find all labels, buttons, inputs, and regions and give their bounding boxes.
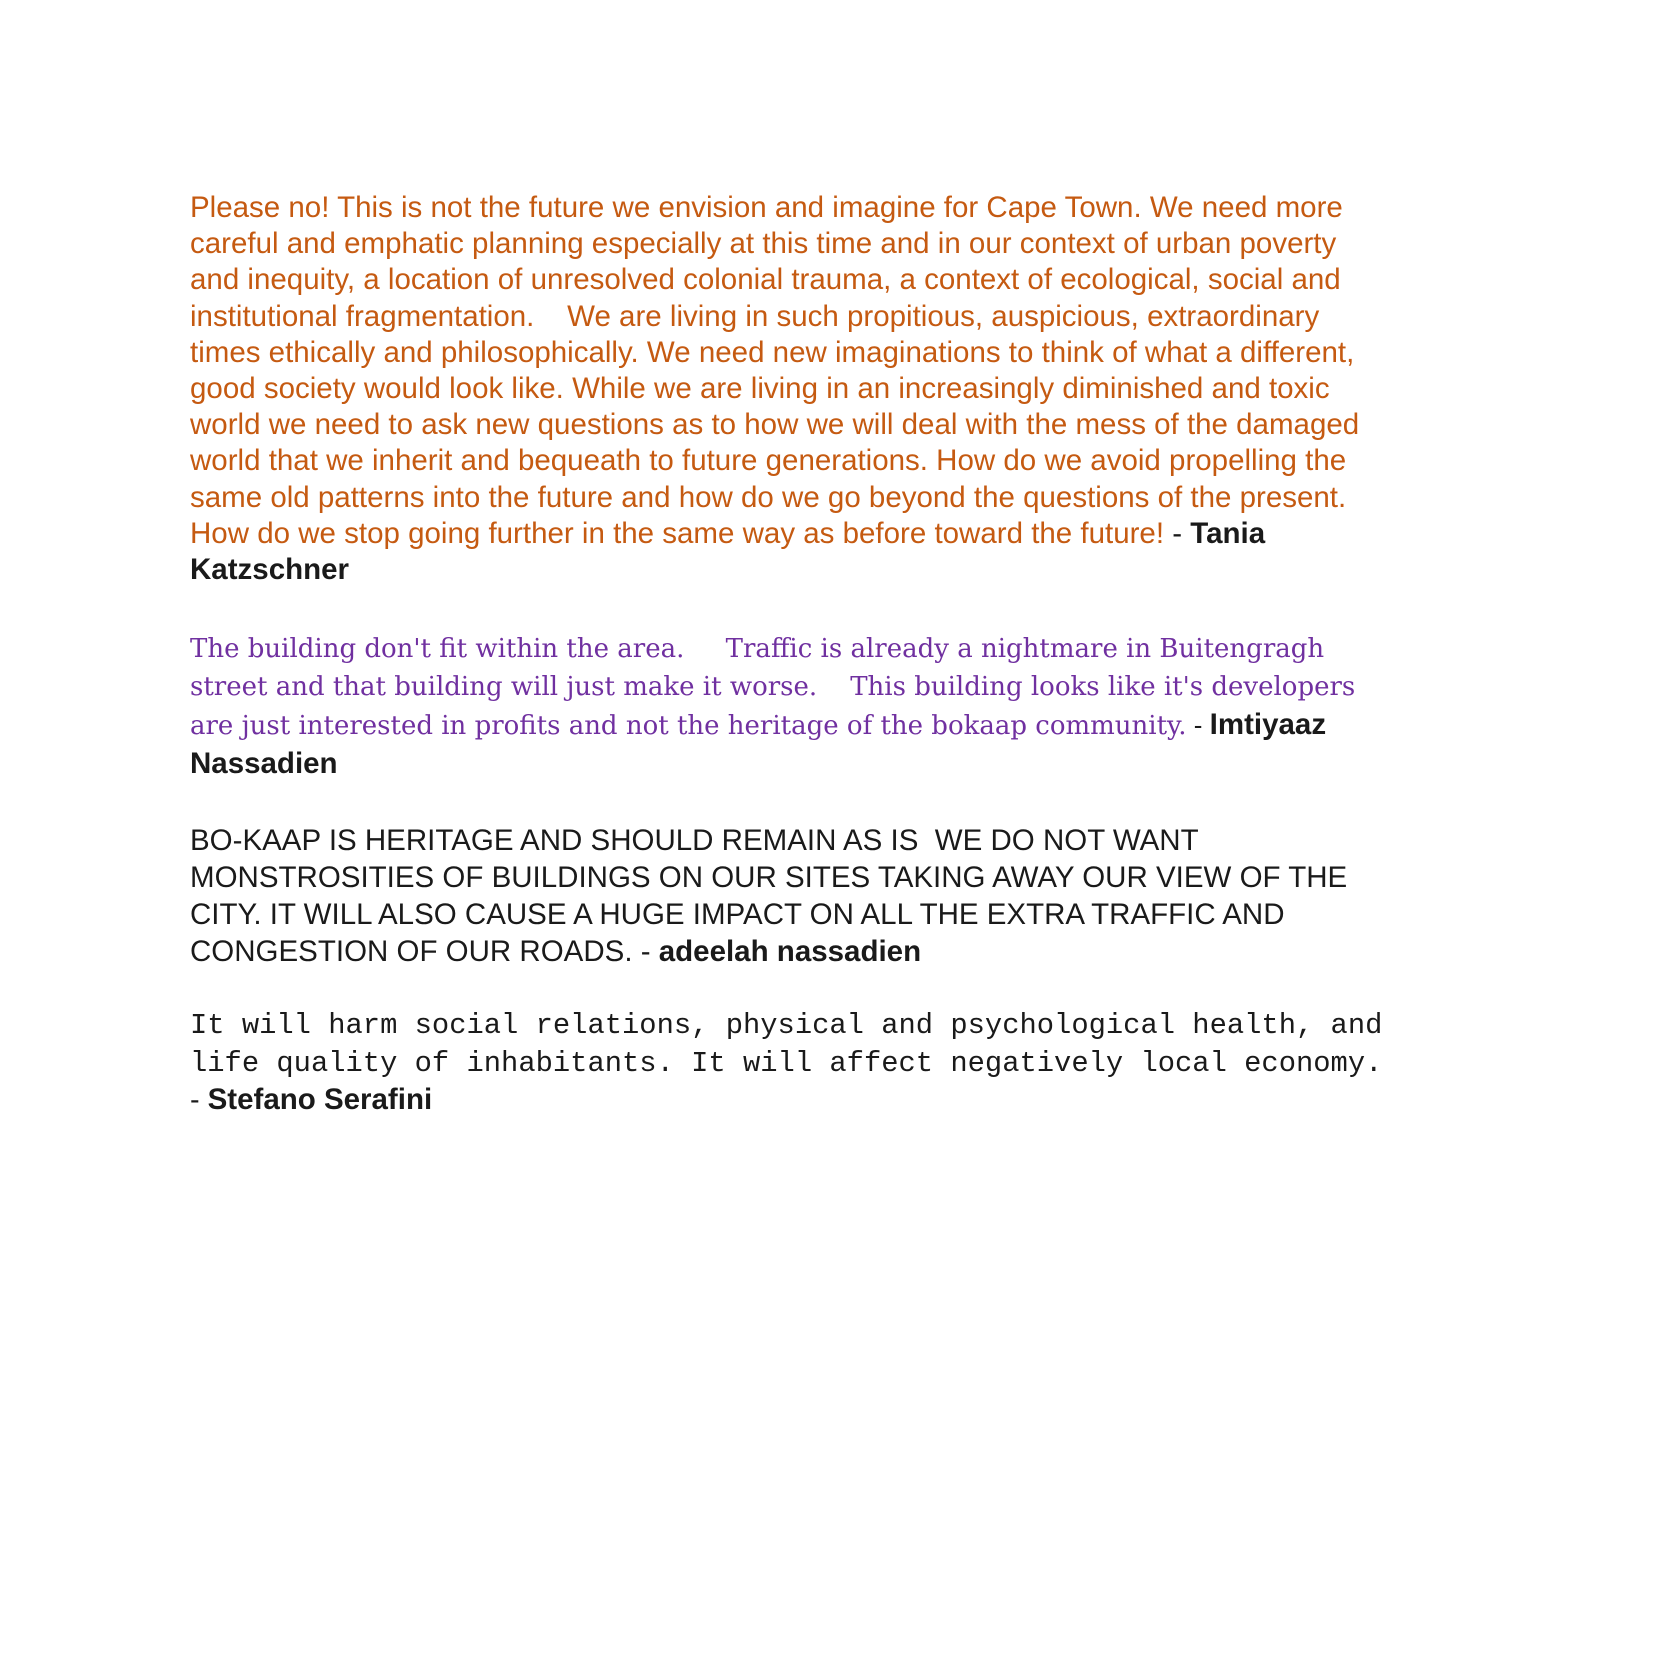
comment-adeelah-nassadien xyxy=(190,822,1390,970)
comment-author: Tania Katzschner xyxy=(190,516,1266,587)
comment-tania-katzschner xyxy=(190,190,1390,588)
author-separator: - xyxy=(1164,516,1191,550)
author-separator: - xyxy=(190,1084,208,1117)
comment-author: Stefano Serafini xyxy=(207,1083,433,1117)
comment-author: Imtiyaaz Nassadien xyxy=(190,708,1327,781)
comment-text: Please no! This is not the future we envision and imagine for Cape Town. We need more careful and emphatic planning especially at this time and in our context of urban poverty and inequity, a location of unresolved colonial trauma, a context of ecological, social and institutional fragmentation. We are living in such propitious, auspicious, extraordinary times ethically and philosophically. We need new imaginations to think of what a different, good society would look like. While we are living in an increasingly diminished and toxic world we need to ask new questions as to how we will deal with the mess of the damaged world that we inherit and bequeath to future generations. How do we avoid propelling the same old patterns into the future and how do we go beyond the questions of the present. How do we stop going further in the same way as before toward the future! xyxy=(190,191,1360,550)
comment-text: The building don't fit within the area. Traffic is already a nightmare in Buitengragh street and that building will just make it worse. This building looks like it's developers are just interested in profits and not the heritage of the bokaap community. xyxy=(190,634,1356,742)
comment-text: It will harm social relations, physical and psychological health, and life quality of inhabitants. It will affect negatively local economy. xyxy=(190,1009,1383,1081)
author-separator: - xyxy=(1186,710,1210,741)
comment-imtiyaaz-nassadien xyxy=(190,630,1390,784)
comment-text: BO-KAAP IS HERITAGE AND SHOULD REMAIN AS IS WE DO NOT WANT MONSTROSITIES OF BUILDINGS ON OUR SITES TAKING AWAY OUR VIEW OF THE CITY. IT WILL ALSO CAUSE A HUGE IMPACT ON ALL THE EXTRA TRAFFIC AND CONGESTION OF OUR ROADS. xyxy=(190,824,1348,969)
comments-page xyxy=(190,190,1390,1120)
comment-stefano-serafini xyxy=(190,1008,1390,1120)
author-separator: - xyxy=(632,935,659,969)
comment-author: adeelah nassadien xyxy=(658,935,922,969)
